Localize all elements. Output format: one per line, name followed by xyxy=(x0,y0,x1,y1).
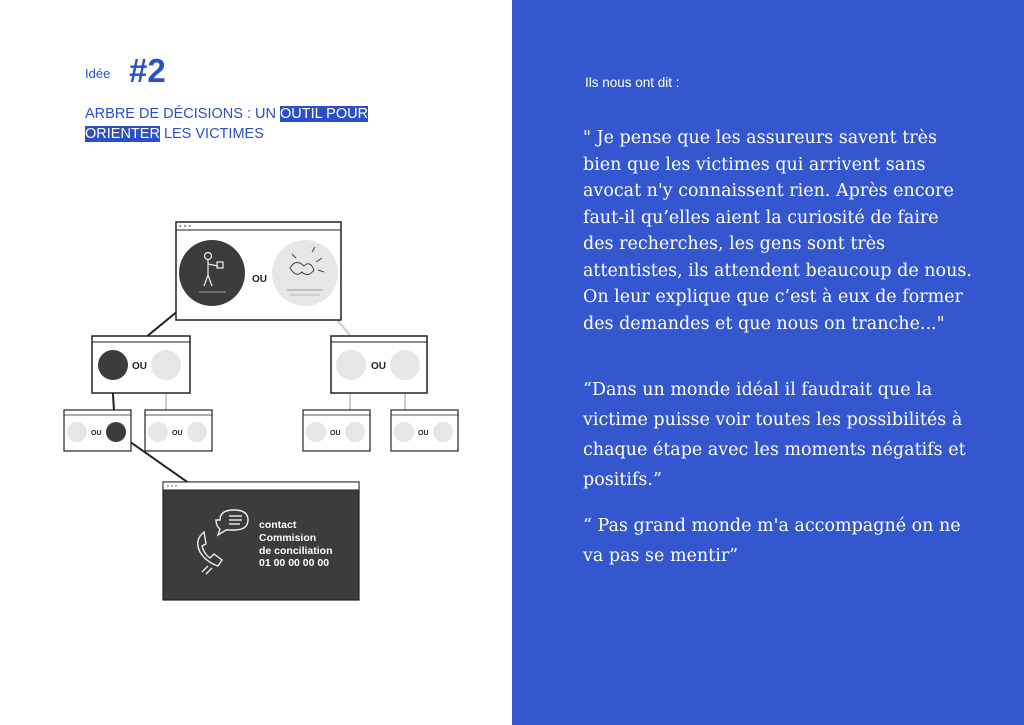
level3-window-2 xyxy=(145,410,212,451)
contact-org-line2: de conciliation xyxy=(259,545,333,557)
quote-2: “Dans un monde idéal il faudrait que la victime puisse voir toutes les possibilités à chaque étape avec les moments négatifs et positifs.” xyxy=(583,380,966,490)
contact-phone: 01 00 00 00 00 xyxy=(259,557,330,569)
or-label: OU xyxy=(172,430,183,437)
contact-label: contact xyxy=(259,519,297,531)
or-label: OU xyxy=(91,430,102,437)
subtitle-text: ARBRE DE DÉCISIONS : UN xyxy=(85,106,280,122)
quotes-intro: Ils nous ont dit : xyxy=(585,75,680,90)
or-label: OU xyxy=(132,361,147,372)
contact-org-line1: Commision xyxy=(259,532,317,544)
subtitle-highlight: OUTIL POUR ORIENTER xyxy=(85,106,369,142)
or-label: OU xyxy=(371,361,386,372)
or-label: OU xyxy=(418,430,429,437)
top-decision-window xyxy=(176,222,341,320)
option-circle xyxy=(336,350,366,380)
option-circle xyxy=(390,350,420,380)
option-circle xyxy=(151,350,181,380)
level3-window-3 xyxy=(303,410,370,451)
idee-number: #2 xyxy=(129,52,166,89)
level3-window-4 xyxy=(391,410,458,451)
quote-1: " Je pense que les assureurs savent très bien que les victimes qui arrivent sans avocat n'y connaissent rien. Après encore faut-il qu’elles aient la curiosité de faire des recherches, les gens sont très attentistes, ils attendent beaucoup de nous. On leur explique que c’est à eux de former des demandes et que nous on tranche..." xyxy=(583,128,972,334)
level2-right-window xyxy=(331,336,427,393)
positive-option-circle xyxy=(272,240,338,306)
right-quote-panel xyxy=(512,0,1024,725)
or-label: OU xyxy=(330,430,341,437)
negative-option-circle xyxy=(179,240,245,306)
idee-label: Idée xyxy=(85,66,111,81)
selected-option-circle xyxy=(98,350,128,380)
level2-left-window xyxy=(92,336,190,393)
contact-window xyxy=(163,482,359,600)
or-label: OU xyxy=(252,274,267,285)
quote-3: “ Pas grand monde m'a accompagné on ne va pas se mentir” xyxy=(583,516,961,566)
level3-window-1 xyxy=(64,410,131,451)
subtitle-text-end: LES VICTIMES xyxy=(159,126,264,142)
